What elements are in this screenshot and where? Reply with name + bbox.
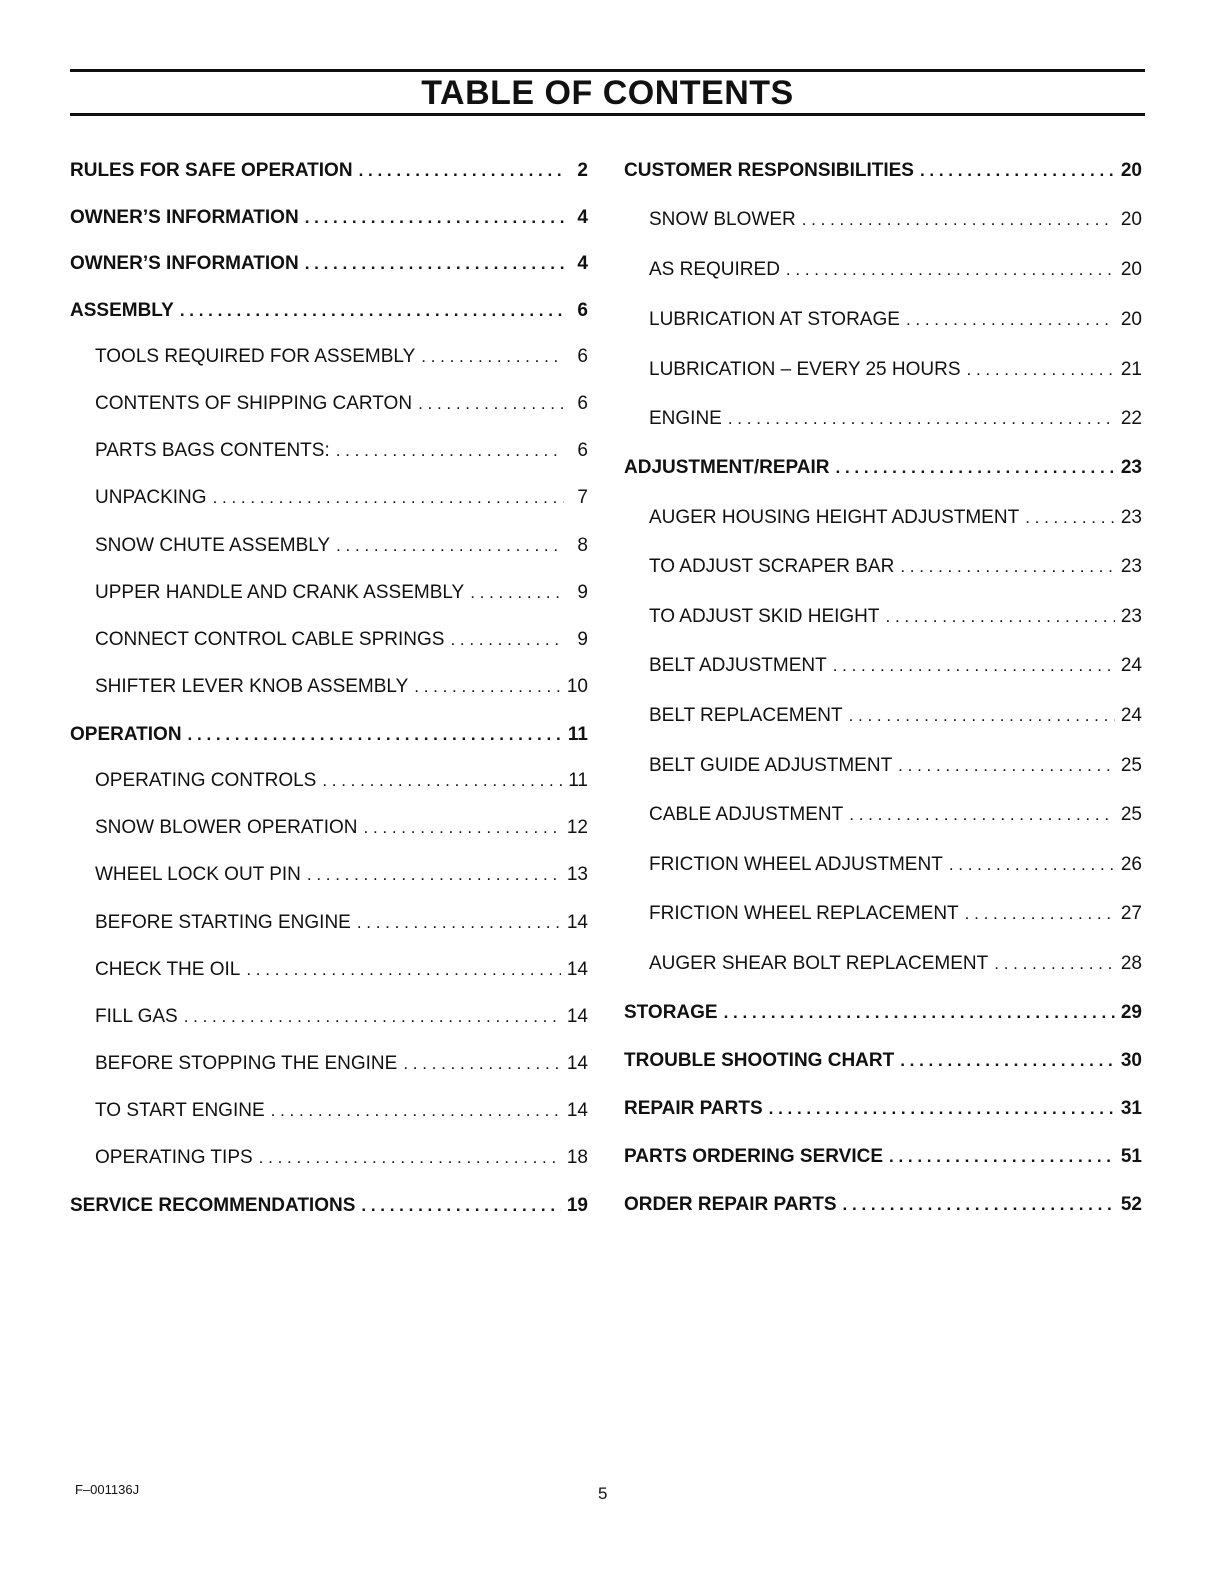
toc-leader-dots: [271, 1101, 561, 1121]
toc-entry[interactable]: [649, 408, 1142, 438]
toc-leader-dots: [246, 960, 561, 980]
toc-entry-label: SERVICE RECOMMENDATIONS: [70, 1195, 356, 1216]
toc-entry-page: 10: [566, 676, 588, 697]
toc-entry-page: 2: [577, 160, 588, 181]
page-title: TABLE OF CONTENTS: [421, 74, 794, 112]
toc-leader-dots: [322, 771, 562, 791]
toc-entry-page: 28: [1120, 953, 1142, 974]
toc-entry-page: 24: [1120, 705, 1142, 726]
toc-entry-label: PARTS ORDERING SERVICE: [624, 1146, 884, 1167]
toc-entry-label: OPERATING CONTROLS: [95, 770, 317, 791]
toc-entry-page: 14: [566, 1100, 588, 1121]
toc-leader-dots: [359, 161, 564, 181]
toc-entry[interactable]: [95, 582, 588, 612]
toc-entry-page: 11: [567, 724, 588, 745]
toc-entry-page: 23: [1120, 556, 1142, 577]
toc-entry-label: BELT ADJUSTMENT: [649, 655, 827, 676]
toc-leader-dots: [259, 1148, 561, 1168]
toc-entry-label: ADJUSTMENT/REPAIR: [624, 457, 830, 478]
toc-entry[interactable]: [95, 1147, 588, 1177]
toc-leader-dots: [900, 1051, 1115, 1071]
toc-entry[interactable]: [624, 160, 1142, 190]
toc-entry-page: 20: [1120, 309, 1142, 330]
toc-entry[interactable]: [649, 854, 1142, 884]
toc-leader-dots: [965, 904, 1115, 924]
toc-leader-dots: [418, 394, 564, 414]
toc-entry[interactable]: [649, 259, 1142, 289]
toc-entry-page: 52: [1120, 1194, 1142, 1215]
toc-entry-label: TO ADJUST SCRAPER BAR: [649, 556, 895, 577]
toc-entry-label: SNOW BLOWER: [649, 209, 796, 230]
toc-entry[interactable]: [649, 655, 1142, 685]
toc-entry-page: 20: [1120, 209, 1142, 230]
toc-entry-page: 6: [577, 300, 588, 321]
toc-entry[interactable]: [649, 755, 1142, 785]
toc-leader-dots: [414, 677, 561, 697]
toc-leader-dots: [994, 954, 1115, 974]
toc-entry-page: 12: [566, 817, 588, 838]
toc-entry-label: BELT GUIDE ADJUSTMENT: [649, 755, 893, 776]
toc-entry-label: AUGER SHEAR BOLT REPLACEMENT: [649, 953, 989, 974]
toc-entry-page: 51: [1120, 1146, 1142, 1167]
toc-entry[interactable]: [70, 1195, 588, 1225]
toc-entry-page: 9: [577, 582, 588, 603]
toc-entry-page: 6: [577, 393, 588, 414]
toc-leader-dots: [949, 855, 1115, 875]
toc-entry-page: 6: [577, 346, 588, 367]
toc-entry[interactable]: [624, 1098, 1142, 1128]
toc-entry-label: TROUBLE SHOOTING CHART: [624, 1050, 895, 1071]
toc-entry[interactable]: [95, 1100, 588, 1130]
toc-entry-page: 27: [1120, 903, 1142, 924]
toc-entry[interactable]: [624, 457, 1142, 487]
toc-entry-label: UPPER HANDLE AND CRANK ASSEMBLY: [95, 582, 465, 603]
toc-leader-dots: [786, 260, 1115, 280]
toc-entry-page: 26: [1120, 854, 1142, 875]
toc-entry-label: LUBRICATION AT STORAGE: [649, 309, 900, 330]
toc-entry[interactable]: [95, 864, 588, 894]
toc-entry[interactable]: [624, 1050, 1142, 1080]
toc-entry[interactable]: [95, 817, 588, 847]
toc-leader-dots: [889, 1147, 1115, 1167]
toc-entry-page: 30: [1120, 1050, 1142, 1071]
toc-entry-page: 22: [1120, 408, 1142, 429]
toc-entry[interactable]: [649, 705, 1142, 735]
toc-entry-label: TO ADJUST SKID HEIGHT: [649, 606, 880, 627]
toc-entry[interactable]: [95, 487, 588, 517]
toc-entry-label: CHECK THE OIL: [95, 959, 241, 980]
toc-entry[interactable]: [70, 160, 588, 190]
toc-entry-page: 13: [566, 864, 588, 885]
toc-leader-dots: [213, 488, 564, 508]
toc-leader-dots: [450, 630, 564, 650]
toc-leader-dots: [305, 254, 564, 274]
toc-leader-dots: [849, 805, 1115, 825]
toc-entry[interactable]: [649, 359, 1142, 389]
toc-entry[interactable]: [649, 209, 1142, 239]
toc-entry-label: SHIFTER LEVER KNOB ASSEMBLY: [95, 676, 409, 697]
toc-entry[interactable]: [95, 535, 588, 565]
toc-entry-page: 7: [577, 487, 588, 508]
toc-entry[interactable]: [649, 903, 1142, 933]
toc-leader-dots: [843, 1195, 1115, 1215]
toc-entry-label: ORDER REPAIR PARTS: [624, 1194, 837, 1215]
toc-leader-dots: [900, 557, 1115, 577]
toc-entry-label: OWNER’S INFORMATION: [70, 207, 299, 228]
toc-entry-label: CONTENTS OF SHIPPING CARTON: [95, 393, 413, 414]
toc-leader-dots: [361, 1196, 560, 1216]
toc-entry-label: SNOW CHUTE ASSEMBLY: [95, 535, 331, 556]
toc-entry[interactable]: [95, 959, 588, 989]
toc-entry-page: 29: [1120, 1002, 1142, 1023]
toc-leader-dots: [769, 1099, 1115, 1119]
toc-entry-page: 14: [566, 1053, 588, 1074]
toc-entry-page: 4: [577, 207, 588, 228]
toc-entry-page: 9: [577, 629, 588, 650]
toc-entry-label: TO START ENGINE: [95, 1100, 265, 1121]
toc-leader-dots: [886, 607, 1115, 627]
toc-entry-page: 4: [577, 253, 588, 274]
toc-entry[interactable]: [70, 300, 588, 330]
toc-entry-page: 25: [1120, 755, 1142, 776]
title-bar: [70, 69, 1145, 116]
toc-entry[interactable]: [70, 207, 588, 237]
toc-leader-dots: [357, 913, 561, 933]
toc-entry[interactable]: [649, 507, 1142, 537]
toc-entry-label: OWNER’S INFORMATION: [70, 253, 299, 274]
toc-leader-dots: [364, 818, 561, 838]
toc-leader-dots: [336, 441, 564, 461]
toc-entry-label: BEFORE STARTING ENGINE: [95, 912, 351, 933]
toc-leader-dots: [403, 1054, 561, 1074]
toc-entry[interactable]: [649, 953, 1142, 983]
toc-entry[interactable]: [649, 556, 1142, 586]
toc-entry-label: CABLE ADJUSTMENT: [649, 804, 844, 825]
toc-entry-page: 24: [1120, 655, 1142, 676]
toc-entry[interactable]: [95, 346, 588, 376]
toc-entry-page: 31: [1120, 1098, 1142, 1119]
toc-entry-label: FRICTION WHEEL ADJUSTMENT: [649, 854, 943, 875]
toc-leader-dots: [470, 583, 564, 603]
toc-entry[interactable]: [95, 393, 588, 423]
toc-entry[interactable]: [649, 309, 1142, 339]
toc-entry-label: REPAIR PARTS: [624, 1098, 763, 1119]
toc-entry-page: 20: [1120, 259, 1142, 280]
toc-entry[interactable]: [95, 1053, 588, 1083]
toc-entry-label: FILL GAS: [95, 1006, 178, 1027]
toc-entry-label: RULES FOR SAFE OPERATION: [70, 160, 353, 181]
toc-entry-label: OPERATION: [70, 724, 182, 745]
toc-entry-page: 14: [566, 959, 588, 980]
toc-entry-page: 23: [1120, 507, 1142, 528]
toc-entry[interactable]: [70, 253, 588, 283]
toc-entry-label: CUSTOMER RESPONSIBILITIES: [624, 160, 914, 181]
toc-entry-page: 23: [1120, 457, 1142, 478]
toc-entry-label: STORAGE: [624, 1002, 718, 1023]
toc-leader-dots: [1025, 508, 1115, 528]
toc-entry-label: CONNECT CONTROL CABLE SPRINGS: [95, 629, 445, 650]
toc-leader-dots: [184, 1007, 561, 1027]
toc-leader-dots: [305, 208, 564, 228]
toc-entry-label: AUGER HOUSING HEIGHT ADJUSTMENT: [649, 507, 1020, 528]
toc-entry[interactable]: [95, 912, 588, 942]
toc-leader-dots: [421, 347, 564, 367]
toc-entry-label: SNOW BLOWER OPERATION: [95, 817, 358, 838]
toc-entry-page: 25: [1120, 804, 1142, 825]
toc-entry-label: LUBRICATION – EVERY 25 HOURS: [649, 359, 961, 380]
toc-leader-dots: [906, 310, 1115, 330]
toc-entry-page: 14: [566, 1006, 588, 1027]
toc-entry-page: 20: [1120, 160, 1142, 181]
toc-leader-dots: [836, 458, 1115, 478]
toc-entry-page: 19: [566, 1195, 588, 1216]
toc-entry-page: 11: [568, 770, 588, 791]
toc-entry-label: UNPACKING: [95, 487, 207, 508]
toc-entry[interactable]: [624, 1146, 1142, 1176]
page-number: 5: [598, 1484, 608, 1503]
toc-entry-page: 21: [1120, 359, 1142, 380]
toc-entry[interactable]: [649, 606, 1142, 636]
toc-entry[interactable]: [95, 1006, 588, 1036]
toc-entry-page: 6: [577, 440, 588, 461]
toc-leader-dots: [802, 210, 1115, 230]
toc-entry-label: FRICTION WHEEL REPLACEMENT: [649, 903, 959, 924]
toc-entry-label: ENGINE: [649, 408, 722, 429]
toc-leader-dots: [307, 865, 561, 885]
toc-leader-dots: [336, 536, 564, 556]
toc-leader-dots: [724, 1003, 1115, 1023]
toc-entry-page: 18: [566, 1147, 588, 1168]
toc-entry[interactable]: [70, 724, 588, 754]
toc-entry-label: PARTS BAGS CONTENTS:: [95, 440, 330, 461]
toc-entry-label: BELT REPLACEMENT: [649, 705, 843, 726]
toc-leader-dots: [728, 409, 1115, 429]
toc-leader-dots: [920, 161, 1115, 181]
toc-entry-label: TOOLS REQUIRED FOR ASSEMBLY: [95, 346, 416, 367]
toc-leader-dots: [833, 656, 1115, 676]
toc-leader-dots: [849, 706, 1115, 726]
toc-entry[interactable]: [624, 1194, 1142, 1224]
toc-leader-dots: [180, 301, 564, 321]
document-code: F–001136J: [75, 1482, 140, 1497]
toc-entry-label: OPERATING TIPS: [95, 1147, 253, 1168]
toc-entry[interactable]: [95, 770, 588, 800]
toc-entry-page: 8: [577, 535, 588, 556]
toc-entry[interactable]: [95, 676, 588, 706]
toc-entry[interactable]: [649, 804, 1142, 834]
toc-leader-dots: [967, 360, 1115, 380]
toc-leader-dots: [188, 725, 562, 745]
toc-entry-label: WHEEL LOCK OUT PIN: [95, 864, 301, 885]
toc-entry[interactable]: [95, 629, 588, 659]
toc-entry-label: ASSEMBLY: [70, 300, 174, 321]
toc-entry[interactable]: [624, 1002, 1142, 1032]
toc-entry-label: BEFORE STOPPING THE ENGINE: [95, 1053, 398, 1074]
toc-entry-label: AS REQUIRED: [649, 259, 780, 280]
toc-entry-page: 23: [1120, 606, 1142, 627]
toc-entry[interactable]: [95, 440, 588, 470]
toc-leader-dots: [898, 756, 1115, 776]
toc-entry-page: 14: [566, 912, 588, 933]
